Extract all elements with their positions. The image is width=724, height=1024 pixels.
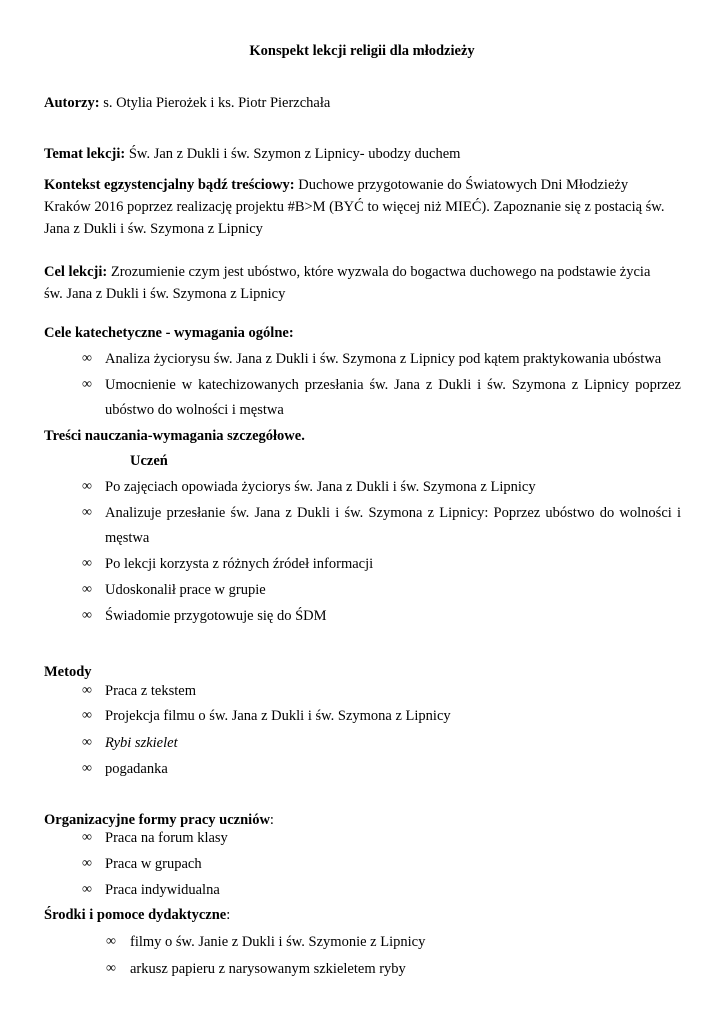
infinity-bullet-icon: ∞ <box>82 830 92 845</box>
context-label: Kontekst egzystencjalny bądź treściowy: <box>44 177 295 193</box>
infinity-bullet-icon: ∞ <box>82 708 92 723</box>
infinity-bullet-icon: ∞ <box>82 479 92 494</box>
goal-line-1 <box>44 263 650 281</box>
goal-label: Cel lekcji: <box>44 264 108 280</box>
list-item <box>0 682 724 704</box>
context-line-2: Kraków 2016 poprzez realizację projektu #B>M (BYĆ to więcej niż MIEĆ). Zapoznanie się z postacią św. <box>44 199 665 215</box>
catechetical-item-2: Umocnienie w katechizowanych przesłania św. Jana z Dukli i św. Szymona z Lipnicy poprzez <box>105 377 681 393</box>
list-item <box>0 734 724 756</box>
topic-label: Temat lekcji: <box>44 146 126 162</box>
list-item <box>0 960 724 982</box>
student-label: Uczeń <box>130 453 168 469</box>
topic-value: Św. Jan z Dukli i św. Szymon z Lipnicy- ubodzy duchem <box>125 146 461 162</box>
resource-item-2: arkusz papieru z narysowanym szkieletem ryby <box>130 961 406 977</box>
context-line-1 <box>44 176 628 194</box>
content-item-3: Po lekcji korzysta z różnych źródeł informacji <box>105 556 374 572</box>
content-item-2-cont: męstwa <box>105 530 150 546</box>
methods-heading: Metody <box>44 664 92 680</box>
list-item <box>0 760 724 782</box>
infinity-bullet-icon: ∞ <box>82 683 92 698</box>
resource-item-1: filmy o św. Janie z Dukli i św. Szymonie z Lipnicy <box>130 934 426 950</box>
resources-heading-line <box>44 906 230 924</box>
context-line-3: Jana z Dukli i św. Szymona z Lipnicy <box>44 221 263 237</box>
content-item-1: Po zajęciach opowiada życiorys św. Jana z Dukli i św. Szymona z Lipnicy <box>105 479 536 495</box>
topic-line <box>44 145 460 163</box>
infinity-bullet-icon: ∞ <box>82 608 92 623</box>
list-item <box>0 376 724 398</box>
context-text-1: Duchowe przygotowanie do Światowych Dni Młodzieży <box>294 177 629 193</box>
catechetical-item-1: Analiza życiorysu św. Jana z Dukli i św. Szymona z Lipnicy pod kątem praktykowania ubóstwa <box>105 351 662 367</box>
list-item <box>0 933 724 955</box>
method-item-3: Rybi szkielet <box>105 735 178 751</box>
infinity-bullet-icon: ∞ <box>82 556 92 571</box>
content-heading: Treści nauczania-wymagania szczegółowe. <box>44 428 305 444</box>
list-item <box>0 707 724 729</box>
list-item <box>0 607 724 629</box>
content-item-2: Analizuje przesłanie św. Jana z Dukli i św. Szymona z Lipnicy: Poprzez ubóstwo do wolności i <box>105 505 681 521</box>
method-item-2: Projekcja filmu o św. Jana z Dukli i św. Szymona z Lipnicy <box>105 708 451 724</box>
list-item <box>0 350 724 372</box>
authors-line <box>44 94 330 112</box>
list-item <box>0 855 724 877</box>
infinity-bullet-icon: ∞ <box>82 856 92 871</box>
infinity-bullet-icon: ∞ <box>82 735 92 750</box>
resources-colon: : <box>226 907 231 923</box>
catechetical-heading: Cele katechetyczne - wymagania ogólne: <box>44 325 294 341</box>
list-item <box>0 829 724 851</box>
goal-line-2: św. Jana z Dukli i św. Szymona z Lipnicy <box>44 286 286 302</box>
infinity-bullet-icon: ∞ <box>82 377 92 392</box>
list-item <box>0 881 724 903</box>
infinity-bullet-icon: ∞ <box>82 882 92 897</box>
content-item-4: Udoskonalił prace w grupie <box>105 582 266 598</box>
goal-text-1: Zrozumienie czym jest ubóstwo, które wyzwala do bogactwa duchowego na podstawie życia <box>107 264 651 280</box>
method-item-1: Praca z tekstem <box>105 683 196 699</box>
list-item <box>0 478 724 500</box>
infinity-bullet-icon: ∞ <box>106 934 116 949</box>
list-item <box>0 581 724 603</box>
authors-label: Autorzy: <box>44 95 100 111</box>
list-item <box>0 504 724 526</box>
content-item-5: Świadomie przygotowuje się do ŚDM <box>105 608 327 624</box>
resources-heading: Środki i pomoce dydaktyczne <box>44 907 227 923</box>
forms-heading-line <box>44 811 274 829</box>
infinity-bullet-icon: ∞ <box>82 761 92 776</box>
form-item-2: Praca w grupach <box>105 856 202 872</box>
document-title: Konspekt lekcji religii dla młodzieży <box>249 43 475 59</box>
catechetical-item-2-cont: ubóstwo do wolności i męstwa <box>105 402 284 418</box>
form-item-1: Praca na forum klasy <box>105 830 228 846</box>
form-item-3: Praca indywidualna <box>105 882 220 898</box>
infinity-bullet-icon: ∞ <box>106 961 116 976</box>
forms-colon: : <box>269 812 274 828</box>
method-item-4: pogadanka <box>105 761 168 777</box>
infinity-bullet-icon: ∞ <box>82 351 92 366</box>
forms-heading: Organizacyjne formy pracy uczniów <box>44 812 270 828</box>
infinity-bullet-icon: ∞ <box>82 582 92 597</box>
authors-value: s. Otylia Pierożek i ks. Piotr Pierzchała <box>99 95 331 111</box>
list-item <box>0 555 724 577</box>
infinity-bullet-icon: ∞ <box>82 505 92 520</box>
